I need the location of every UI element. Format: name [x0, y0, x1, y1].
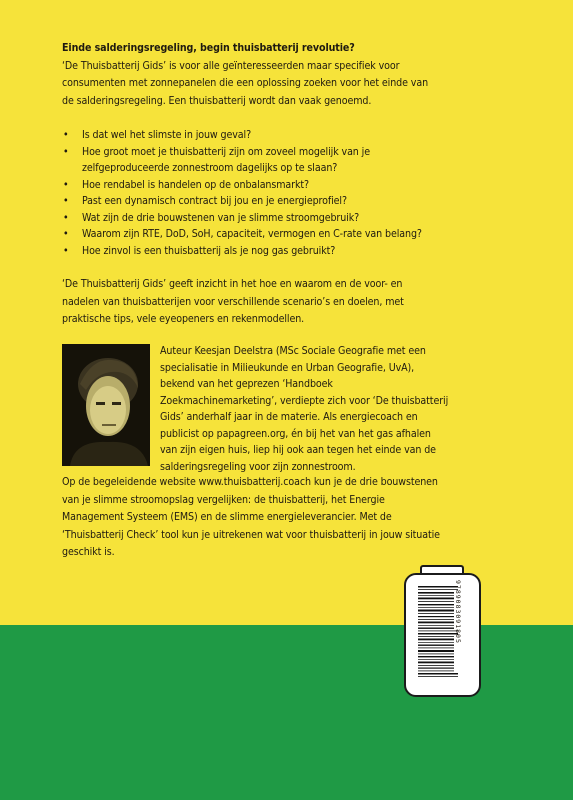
- author-bio: Auteur Keesjan Deelstra (MSc Sociale Geografie met een specialisatie in Milieukunde en Urban Geografie, UvA), bekend van het geprezen ‘Handboek Zoekmachinemarketing’, verdiepte zich voor ‘De thuisbatterij Gids’ anderhalf jaar in de materie. Als energiecoach en publicist op papagreen.org, én bij het van het gas afhalen van zijn eigen huis, liep hij ook aan tegen het einde van de salderingsregeling voor zijn zonnestroom.: [160, 345, 449, 473]
- isbn-digits: 9789083091805: [454, 580, 462, 644]
- list-item: • Is dat wel het slimste in jouw geval?: [62, 127, 442, 144]
- heading: Einde salderingsregeling, begin thuisbatterij revolutie?: [62, 42, 355, 54]
- list-item: • Hoe rendabel is handelen op de onbalansmarkt?: [62, 177, 442, 194]
- list-item: • Waarom zijn RTE, DoD, SoH, capaciteit, vermogen en C-rate van belang?: [62, 226, 442, 243]
- green-background: [0, 625, 573, 800]
- list-item: • Past een dynamisch contract bij jou en je energieprofiel?: [62, 193, 442, 210]
- summary-text: ‘De Thuisbatterij Gids’ geeft inzicht in het hoe en waarom en de voor- en nadelen van thuisbatterijen voor verschillende scenario’s en doelen, met praktische tips, vele eyeopeners en rekenmodellen.: [62, 278, 404, 326]
- author-photo: [62, 344, 150, 466]
- intro-text: ‘De Thuisbatterij Gids’ is voor alle geïnteresseerden maar specifiek voor consumenten met zonnepanelen die een oplossing zoeken voor het einde van de salderingsregeling. Een thuisbatterij wordt dan vaak genoemd.: [62, 59, 429, 107]
- question-list: [62, 127, 442, 259]
- barcode: [418, 584, 458, 680]
- intro-block: [62, 40, 440, 110]
- list-item: • Hoe groot moet je thuisbatterij zijn om zoveel mogelijk van je zelfgeproduceerde zonnestroom dagelijks op te slaan?: [62, 144, 442, 177]
- author-portrait-image: [62, 344, 150, 466]
- list-item: • Hoe zinvol is een thuisbatterij als je nog gas gebruikt?: [62, 243, 442, 260]
- website-text: Op de begeleidende website www.thuisbatterij.coach kun je de drie bouwstenen van je slimme stroomopslag vergelijken: de thuisbatterij, het Energie Management Systeem (EMS) en de slimme energieleverancier. Met de ‘Thuisbatterij Check’ tool kun je uitrekenen wat voor thuisbatterij in jouw situatie geschikt is.: [62, 476, 440, 559]
- list-item: • Wat zijn de drie bouwstenen van je slimme stroomgebruik?: [62, 210, 442, 227]
